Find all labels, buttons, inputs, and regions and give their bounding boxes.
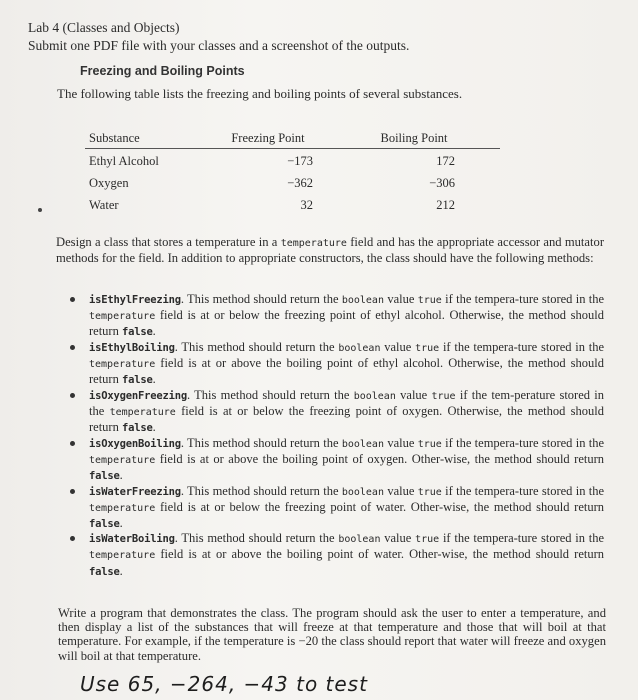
table-row [85, 151, 500, 173]
methods-list [64, 292, 604, 579]
list-item: isOxygenFreezing. This method should return the boolean value true if the tem-perature stored in the temperature field is at or below the freezing point of oxygen. Otherwise, the method should return false. [64, 388, 604, 435]
program-paragraph: Write a program that demonstrates the class. The program should ask the user to enter a temperature, and then display a list of the substances that will freeze at that temperature and those that will boil at that temperature. For example, if the temperature is −20 the class should report that water will freeze and oxygen will boil at that temperature. [58, 606, 606, 663]
design-paragraph: Design a class that stores a temperature in a temperature field and has the appropriate accessor and mutator methods for the field. In addition to appropriate constructors, the class should have the following methods: [56, 235, 605, 266]
table-cell: Oxygen [89, 176, 129, 190]
list-item: isEthylFreezing. This method should return the boolean value true if the tempera-ture stored in the temperature field is at or below the freezing point of ethyl alcohol. Otherwise, the method should return false. [64, 292, 604, 339]
header-freezing: Freezing Point [231, 131, 305, 145]
section-title: Freezing and Boiling Points [80, 64, 245, 78]
bullet-icon [70, 297, 75, 302]
header-substance: Substance [89, 131, 140, 145]
stray-mark [38, 208, 42, 212]
list-item: isOxygenBoiling. This method should return the boolean value true if the tempera-ture stored in the temperature field is at or above the boiling point of oxygen. Other-wise, the method should return false. [64, 436, 604, 483]
table-cell: Water [89, 198, 119, 212]
table-cell: 32 [300, 198, 313, 212]
table-header-row [85, 128, 500, 149]
table-cell: 212 [436, 198, 455, 212]
submission-instructions: Submit one PDF file with your classes and a screenshot of the outputs. [28, 38, 410, 53]
bullet-icon [70, 489, 75, 494]
table-cell: −173 [287, 154, 313, 168]
table-cell: −362 [287, 176, 313, 190]
points-table [85, 128, 500, 217]
table-row [85, 173, 500, 195]
table-row [85, 195, 500, 217]
table-cell: 172 [436, 154, 455, 168]
intro-text: The following table lists the freezing and boiling points of several substances. [57, 86, 463, 101]
bullet-icon [70, 536, 75, 541]
handwritten-note: Use 65, −264, −43 to test [80, 672, 368, 696]
table-cell: −306 [429, 176, 455, 190]
list-item: isWaterFreezing. This method should return the boolean value true if the tempera-ture stored in the temperature field is at or below the freezing point of water. Other-wise, the method should return false. [64, 484, 604, 531]
bullet-icon [70, 441, 75, 446]
bullet-icon [70, 345, 75, 350]
table-cell: Ethyl Alcohol [89, 154, 159, 168]
header-boiling: Boiling Point [380, 131, 448, 145]
list-item: isWaterBoiling. This method should return the boolean value true if the tempera-ture stored in the temperature field is at or above the boiling point of water. Other-wise, the method should return false. [64, 531, 604, 578]
lab-title: Lab 4 (Classes and Objects) [28, 20, 180, 35]
list-item: isEthylBoiling. This method should return the boolean value true if the tempera-ture stored in the temperature field is at or above the boiling point of ethyl alcohol. Otherwise, the method should return false. [64, 340, 604, 387]
bullet-icon [70, 393, 75, 398]
